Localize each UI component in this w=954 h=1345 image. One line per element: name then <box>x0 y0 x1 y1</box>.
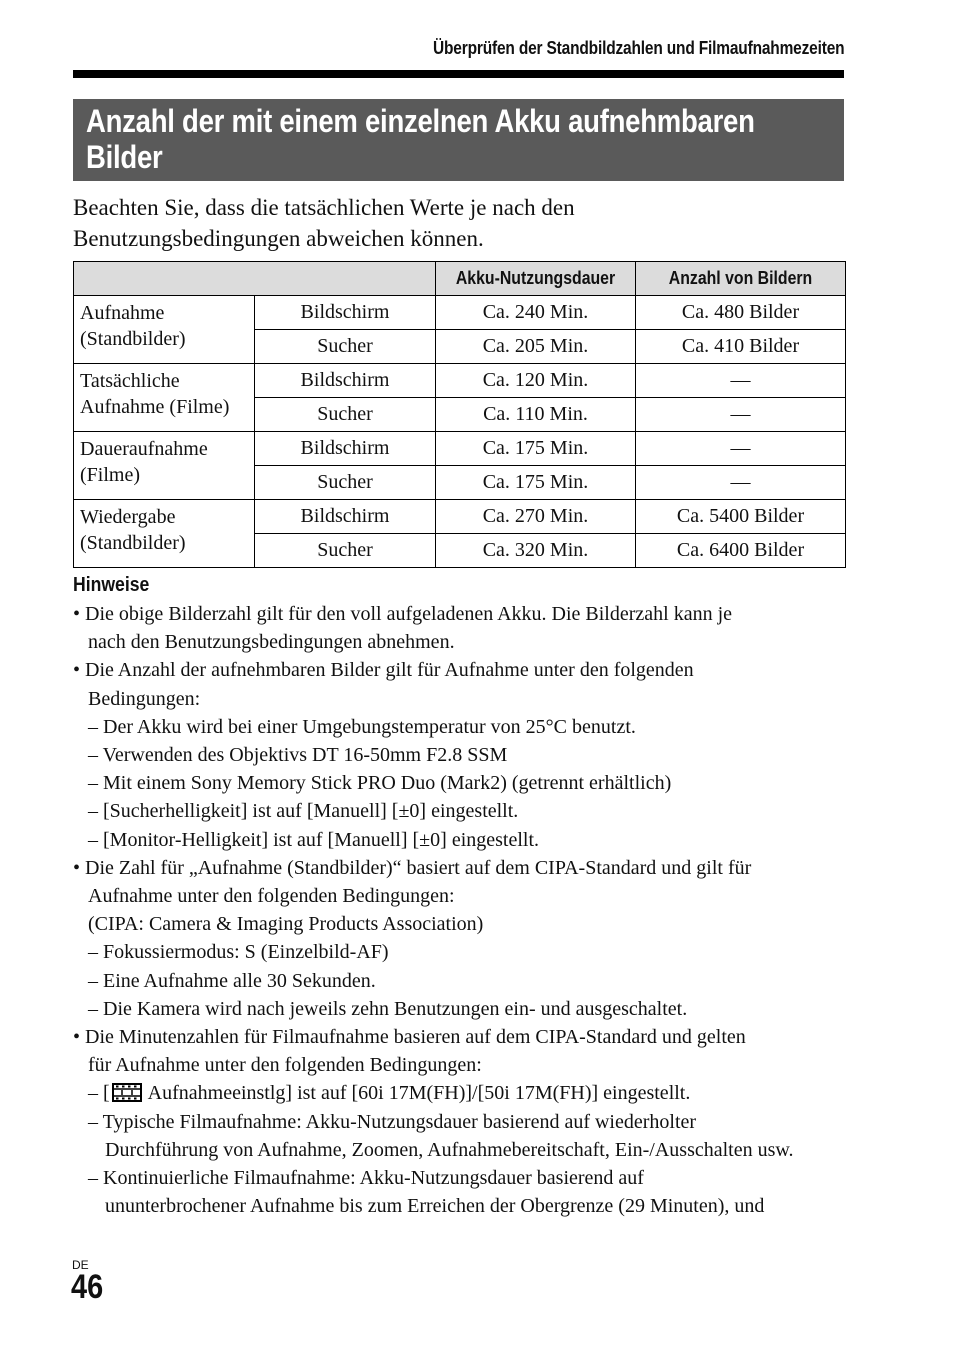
table-header-blank <box>74 262 436 296</box>
table-row <box>74 296 846 330</box>
note-line: – Die Kamera wird nach jeweils zehn Benutzungen ein- und ausgeschaltet. <box>88 997 688 1020</box>
battery-table <box>73 261 846 568</box>
images-cell: Ca. 6400 Bilder <box>636 534 846 568</box>
section-title <box>86 103 843 175</box>
note-line: – Der Akku wird bei einer Umgebungstemperatur von 25°C benutzt. <box>88 715 636 738</box>
note-line: – [Sucherhelligkeit] ist auf [Manuell] [±0] eingestellt. <box>88 800 519 823</box>
note-line: • Die Minutenzahlen für Filmaufnahme basieren auf dem CIPA-Standard und gelten <box>73 1026 746 1049</box>
intro-paragraph <box>73 192 844 254</box>
mode-label: (Filme) <box>80 464 140 486</box>
table-row <box>74 432 846 466</box>
note-text: Aufnahmeeinstlg] ist auf [60i 17M(FH)]/[50i 17M(FH)] eingestellt. <box>147 1082 691 1105</box>
mode-cell <box>74 500 255 568</box>
note-line: ununterbrochener Aufnahme bis zum Erreichen der Obergrenze (29 Minuten), und <box>105 1195 765 1218</box>
images-cell: Ca. 480 Bilder <box>636 296 846 330</box>
note-line: – [Monitor-Helligkeit] ist auf [Manuell] [±0] eingestellt. <box>88 828 540 851</box>
page-language: DE <box>72 1258 89 1272</box>
display-cell: Sucher <box>255 534 436 568</box>
note-line <box>73 1079 863 1107</box>
note-line: – Mit einem Sony Memory Stick PRO Duo (Mark2) (getrennt erhältlich) <box>88 772 672 795</box>
mode-cell <box>74 432 255 500</box>
mode-label: Tatsächliche <box>80 370 180 392</box>
images-cell: — <box>636 398 846 432</box>
display-cell: Sucher <box>255 330 436 364</box>
table-row <box>74 500 846 534</box>
note-line: Aufnahme unter den folgenden Bedingungen: <box>88 885 455 908</box>
table-header-row <box>74 262 846 296</box>
note-line: – Verwenden des Objektivs DT 16-50mm F2.8 SSM <box>88 744 508 767</box>
duration-cell: Ca. 175 Min. <box>436 432 636 466</box>
note-text: – [ <box>88 1082 110 1105</box>
mode-cell <box>74 296 255 364</box>
mode-label: (Standbilder) <box>80 328 186 350</box>
table-header-images: Anzahl von Bildern <box>636 262 846 296</box>
duration-cell: Ca. 205 Min. <box>436 330 636 364</box>
note-line: Bedingungen: <box>88 687 201 710</box>
note-line: – Kontinuierliche Filmaufnahme: Akku-Nutzungsdauer basierend auf <box>88 1167 644 1190</box>
table-row <box>74 364 846 398</box>
mode-label: Daueraufnahme <box>80 438 208 460</box>
mode-label: Wiedergabe <box>80 506 176 528</box>
display-cell: Sucher <box>255 466 436 500</box>
page-number: 46 <box>71 1268 104 1306</box>
section-title-line: Bilder <box>86 139 163 175</box>
duration-cell: Ca. 110 Min. <box>436 398 636 432</box>
images-cell: — <box>636 364 846 398</box>
notes-heading: Hinweise <box>73 574 150 596</box>
table-header-duration: Akku-Nutzungsdauer <box>436 262 636 296</box>
duration-cell: Ca. 240 Min. <box>436 296 636 330</box>
section-title-box <box>73 99 844 181</box>
header-rule <box>73 70 844 78</box>
display-cell: Sucher <box>255 398 436 432</box>
display-cell: Bildschirm <box>255 296 436 330</box>
note-line: – Eine Aufnahme alle 30 Sekunden. <box>88 969 376 992</box>
mode-cell <box>74 364 255 432</box>
note-line: für Aufnahme unter den folgenden Bedingungen: <box>88 1054 482 1077</box>
mode-label: Aufnahme (Filme) <box>80 396 230 418</box>
section-title-line: Anzahl der mit einem einzelnen Akku aufnehmbaren <box>86 103 755 139</box>
duration-cell: Ca. 175 Min. <box>436 466 636 500</box>
display-cell: Bildschirm <box>255 500 436 534</box>
movie-film-icon <box>112 1081 142 1103</box>
note-line: (CIPA: Camera & Imaging Products Association) <box>88 913 484 936</box>
images-cell: Ca. 410 Bilder <box>636 330 846 364</box>
intro-line: Beachten Sie, dass die tatsächlichen Werte je nach den <box>73 195 575 220</box>
duration-cell: Ca. 120 Min. <box>436 364 636 398</box>
notes-list <box>73 600 863 1220</box>
images-cell: Ca. 5400 Bilder <box>636 500 846 534</box>
images-cell: — <box>636 432 846 466</box>
mode-label: Aufnahme <box>80 302 165 324</box>
note-line: – Fokussiermodus: S (Einzelbild-AF) <box>88 941 389 964</box>
note-line: nach den Benutzungsbedingungen abnehmen. <box>88 631 455 654</box>
note-line: • Die Zahl für „Aufnahme (Standbilder)“ basiert auf dem CIPA-Standard und gilt für <box>73 856 752 879</box>
display-cell: Bildschirm <box>255 432 436 466</box>
note-line: Durchführung von Aufnahme, Zoomen, Aufnahmebereitschaft, Ein-/Ausschalten usw. <box>105 1138 794 1161</box>
images-cell: — <box>636 466 846 500</box>
duration-cell: Ca. 320 Min. <box>436 534 636 568</box>
intro-line: Benutzungsbedingungen abweichen können. <box>73 226 484 251</box>
running-header: Überprüfen der Standbildzahlen und Filmaufnahmezeiten <box>432 38 844 58</box>
duration-cell: Ca. 270 Min. <box>436 500 636 534</box>
note-line: • Die Anzahl der aufnehmbaren Bilder gilt für Aufnahme unter den folgenden <box>73 659 694 682</box>
display-cell: Bildschirm <box>255 364 436 398</box>
mode-label: (Standbilder) <box>80 532 186 554</box>
note-line: – Typische Filmaufnahme: Akku-Nutzungsdauer basierend auf wiederholter <box>88 1110 697 1133</box>
note-line: • Die obige Bilderzahl gilt für den voll aufgeladenen Akku. Die Bilderzahl kann je <box>73 603 733 625</box>
